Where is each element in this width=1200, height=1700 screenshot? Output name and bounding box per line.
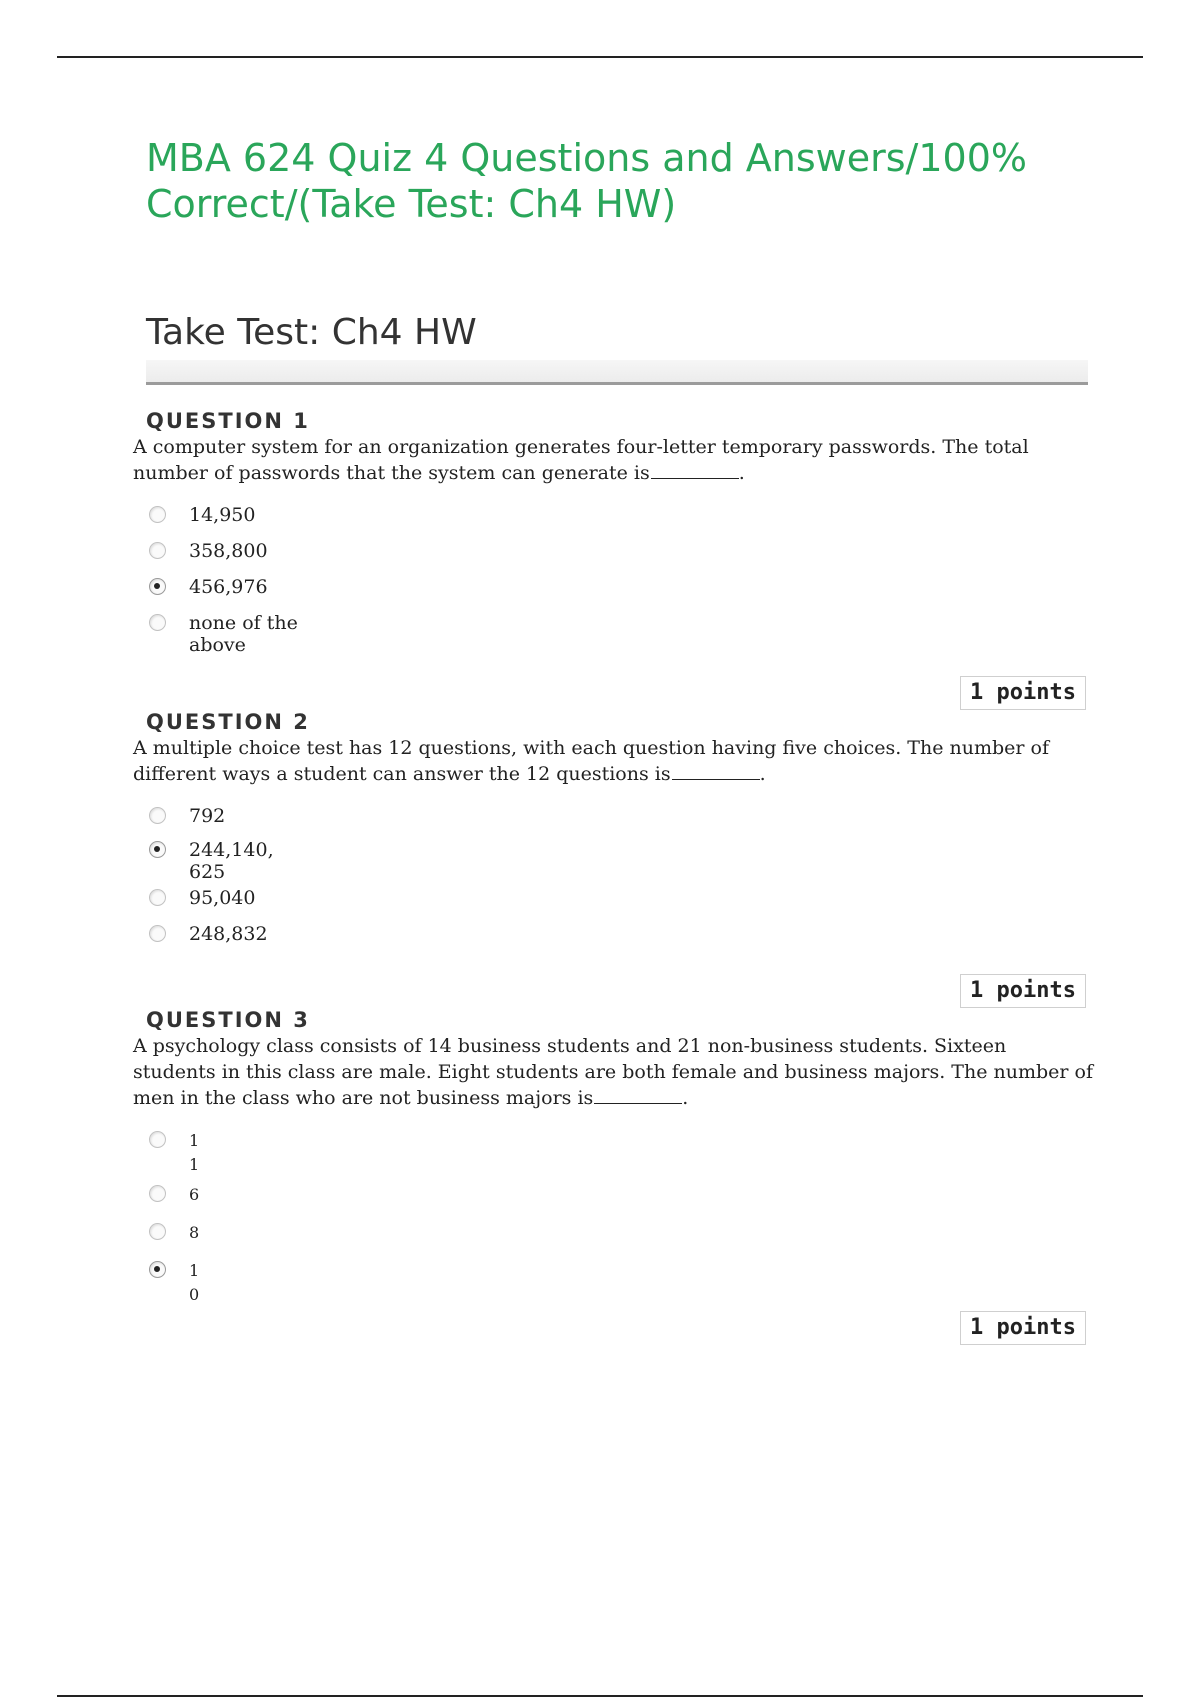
question-text — [133, 1033, 1093, 1111]
answer-option[interactable] — [133, 504, 1093, 526]
option-label: 792 — [189, 805, 226, 827]
radio-button[interactable] — [149, 542, 166, 559]
answer-option-selected[interactable] — [133, 576, 1093, 598]
question-prompt: A multiple choice test has 12 questions, with each question having five choices. The number of different ways a student can answer the 12 questions is — [133, 737, 1049, 785]
radio-button-selected[interactable] — [149, 841, 166, 858]
answer-option[interactable] — [133, 540, 1093, 562]
option-label: 95,040 — [189, 887, 256, 909]
radio-button-selected[interactable] — [149, 1261, 166, 1278]
answer-option[interactable] — [133, 1183, 1093, 1207]
question-3 — [133, 1007, 1093, 1307]
radio-button[interactable] — [149, 1185, 166, 1202]
points-badge: 1 points — [960, 974, 1086, 1008]
question-text — [133, 735, 1093, 787]
answer-options — [133, 504, 1093, 656]
option-label: 11 — [189, 1131, 200, 1174]
answer-option[interactable] — [133, 805, 1093, 827]
question-text — [133, 434, 1093, 486]
question-prompt: A computer system for an organization generates four-letter temporary passwords. The total number of passwords that the system can generate is — [133, 436, 1029, 484]
radio-button[interactable] — [149, 807, 166, 824]
radio-button[interactable] — [149, 614, 166, 631]
answer-option[interactable] — [133, 887, 1093, 909]
top-rule — [57, 56, 1143, 58]
bottom-rule — [57, 1695, 1143, 1697]
answer-options — [133, 1129, 1093, 1307]
question-2 — [133, 709, 1093, 945]
question-1 — [133, 408, 1093, 656]
points-badge: 1 points — [960, 1311, 1086, 1345]
option-label: 244,140, 625 — [189, 839, 274, 883]
test-title: Take Test: Ch4 HW — [146, 312, 477, 353]
document-title-line-2: Correct/(Take Test: Ch4 HW) — [146, 182, 677, 226]
answer-option-selected[interactable] — [133, 1259, 1093, 1307]
document-title — [146, 135, 1106, 227]
option-label: 8 — [189, 1223, 200, 1242]
radio-button[interactable] — [149, 1223, 166, 1240]
answer-option[interactable] — [133, 1129, 1093, 1177]
radio-button-selected[interactable] — [149, 578, 166, 595]
answer-blank — [672, 761, 760, 780]
answer-options — [133, 805, 1093, 945]
option-label: 10 — [189, 1261, 200, 1304]
answer-option[interactable] — [133, 923, 1093, 945]
question-suffix: . — [759, 763, 766, 785]
option-label: 14,950 — [189, 504, 256, 526]
answer-option[interactable] — [133, 612, 1093, 656]
title-divider — [146, 360, 1088, 385]
option-label: 248,832 — [189, 923, 268, 945]
question-label: QUESTION 1 — [146, 409, 310, 433]
radio-button[interactable] — [149, 925, 166, 942]
question-prompt: A psychology class consists of 14 business students and 21 non-business students. Sixteen students in this class are male. Eight students are both female and business majors. The number of men in the class who are not business majors is — [133, 1035, 1093, 1109]
option-label: none of the above — [189, 612, 298, 656]
radio-button[interactable] — [149, 1131, 166, 1148]
answer-blank — [651, 460, 739, 479]
question-label: QUESTION 3 — [146, 1008, 310, 1032]
radio-button[interactable] — [149, 506, 166, 523]
radio-button[interactable] — [149, 889, 166, 906]
points-badge: 1 points — [960, 676, 1086, 710]
question-label: QUESTION 2 — [146, 710, 310, 734]
answer-blank — [594, 1085, 682, 1104]
option-label: 6 — [189, 1185, 200, 1204]
option-label: 358,800 — [189, 540, 268, 562]
document-title-line-1: MBA 624 Quiz 4 Questions and Answers/100% — [146, 136, 1027, 180]
answer-option-selected[interactable] — [133, 839, 1093, 883]
answer-option[interactable] — [133, 1221, 1093, 1245]
question-suffix: . — [738, 462, 745, 484]
option-label: 456,976 — [189, 576, 268, 598]
question-suffix: . — [682, 1087, 689, 1109]
